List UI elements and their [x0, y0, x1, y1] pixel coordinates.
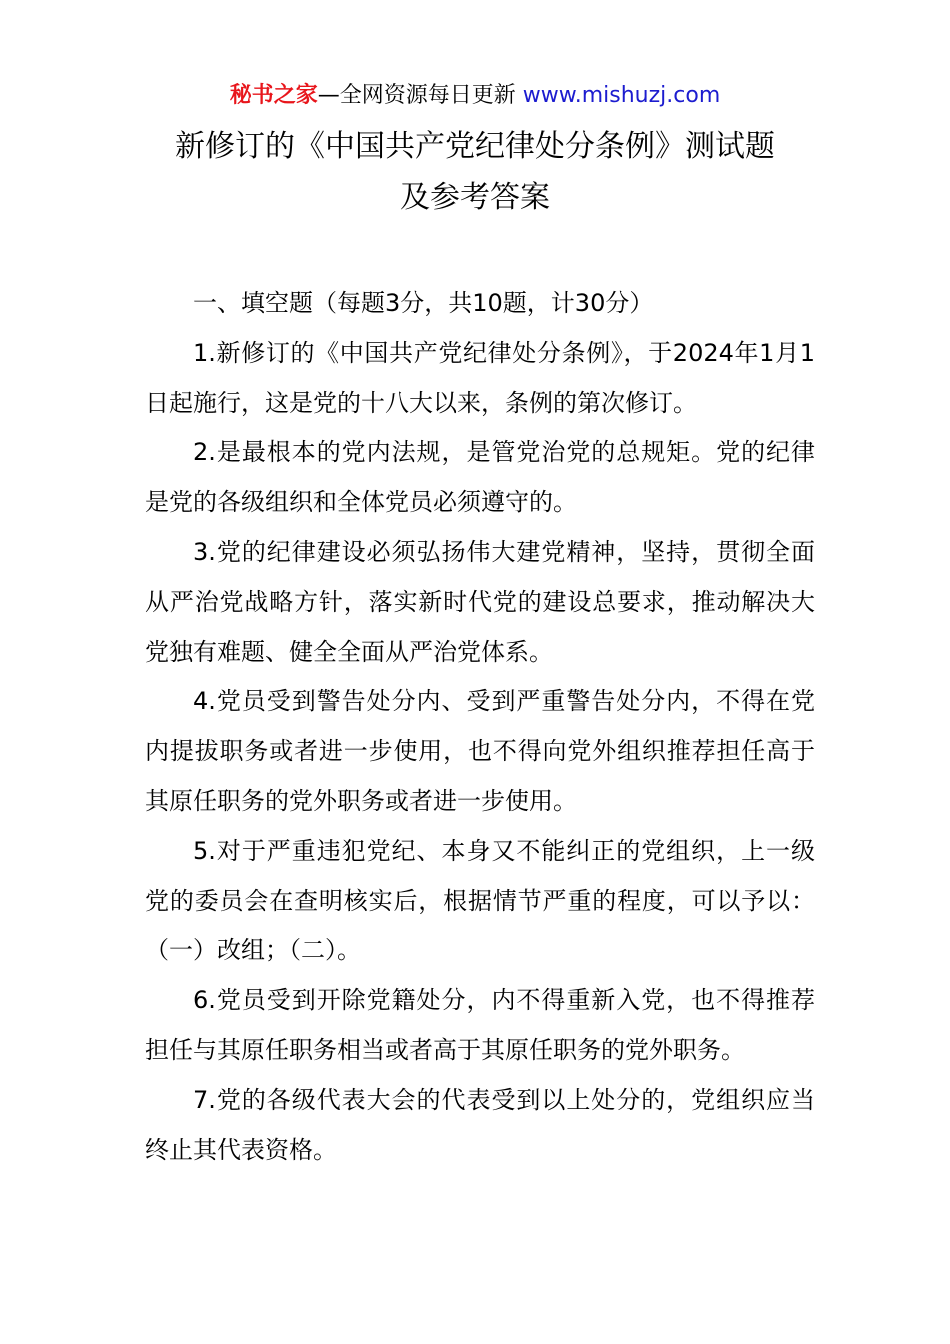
- question-2: 2.是最根本的党内法规，是管党治党的总规矩。党的纪律是党的各级组织和全体党员必须遵守的。: [145, 438, 815, 517]
- site-url-link[interactable]: www.mishuzj.com: [522, 83, 721, 108]
- document-title-line-1: 新修订的《中国共产党纪律处分条例》测试题: [175, 129, 775, 164]
- question-3: 3.党的纪律建设必须弘扬伟大建党精神，坚持，贯彻全面从严治党战略方针，落实新时代党的建设总要求，推动解决大党独有难题、健全全面从严治党体系。: [145, 537, 815, 666]
- question-4: 4.党员受到警告处分内、受到严重警告处分内，不得在党内提拔职务或者进一步使用，也不得向党外组织推荐担任高于其原任职务的党外职务或者进一步使用。: [145, 687, 815, 815]
- brand-name: 秘书之家: [229, 83, 318, 108]
- question-6: 6.党员受到开除党籍处分，内不得重新入党，也不得推荐担任与其原任职务相当或者高于其原任职务的党外职务。: [145, 986, 815, 1064]
- site-header: [0, 80, 950, 112]
- document-body: [145, 279, 815, 1175]
- question-5: 5.对于严重违犯党纪、本身又不能纠正的党组织，上一级党的委员会在查明核实后，根据情节严重的程度，可以予以：（一）改组；（二）。: [145, 836, 815, 965]
- question-7: 7.党的各级代表大会的代表受到以上处分的，党组织应当终止其代表资格。: [145, 1085, 815, 1164]
- site-slogan: —全网资源每日更新: [317, 83, 523, 108]
- document-title-line-2: 及参考答案: [400, 180, 550, 215]
- section-heading: 一、填空题（每题3分，共10题，计30分）: [193, 289, 654, 317]
- question-1: 1.新修订的《中国共产党纪律处分条例》，于2024年1月1日起施行，这是党的十八大以来，条例的第次修订。: [145, 338, 815, 417]
